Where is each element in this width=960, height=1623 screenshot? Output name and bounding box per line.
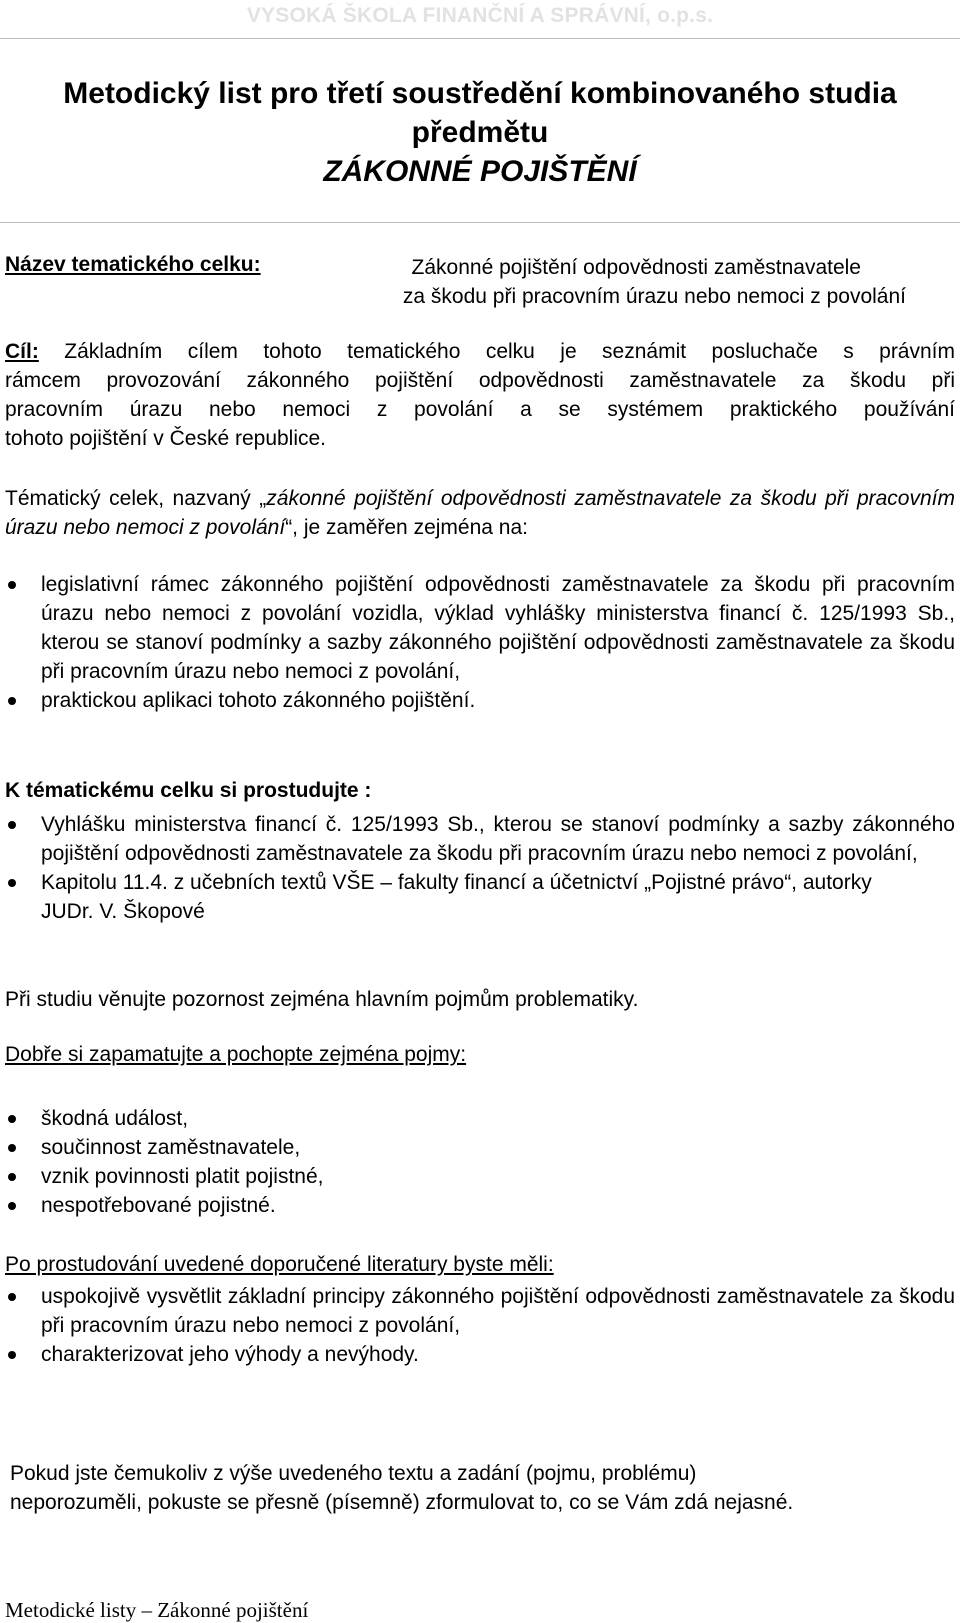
outcomes-list — [5, 1282, 955, 1369]
focus-item-2: praktickou aplikaci tohoto zákonného pojištění. — [5, 686, 955, 715]
intro-text-a: Tématický celek, nazvaný „ — [5, 487, 267, 510]
topic-line-1: Zákonné pojištění odpovědnosti zaměstnavatele — [411, 256, 861, 279]
topic-line-2: za škodu při pracovním úrazu nebo nemoci z povolání — [402, 285, 906, 308]
goal-line-4: tohoto pojištění v České republice. — [5, 427, 327, 450]
closing-line-2: neporozuměli, pokuste se přesně (písemně) zformulovat to, co se Vám zdá nejasné. — [10, 1491, 794, 1514]
attention-text: Při studiu věnujte pozornost zejména hlavním pojmům problematiky. — [5, 988, 639, 1011]
goal-paragraph — [5, 337, 955, 453]
study-item-2: Kapitolu 11.4. z učebních textů VŠE – fakulty financí a účetnictví „Pojistné právo“, autorky JUDr. V. Škopové — [5, 868, 955, 926]
terms-list — [5, 1104, 955, 1220]
title-line-1: Metodický list pro třetí soustředění kombinovaného studia — [63, 77, 897, 110]
closing-line-1: Pokud jste čemukoliv z výše uvedeného textu a zadání (pojmu, problému) — [10, 1462, 697, 1485]
school-header: VYSOKÁ ŠKOLA FINANČNÍ A SPRÁVNÍ, o.p.s. — [246, 4, 714, 27]
terms-item: škodná událost, — [5, 1104, 955, 1133]
intro-text-b: “, je zaměřen zejména na: — [285, 516, 528, 539]
study-list — [5, 810, 955, 926]
title-divider — [0, 222, 960, 223]
topic-title — [0, 253, 906, 311]
outcomes-heading: Po prostudování uvedené doporučené literatury byste měli: — [5, 1253, 554, 1276]
goal-label: Cíl: — [5, 340, 39, 363]
title-line-2: předmětu — [411, 116, 549, 149]
study-heading: K tématickému celku si prostudujte : — [5, 779, 372, 802]
terms-item: součinnost zaměstnavatele, — [5, 1133, 955, 1162]
document-title — [0, 74, 960, 191]
terms-item: nespotřebované pojistné. — [5, 1191, 955, 1220]
topic-label: Název tematického celku: — [5, 253, 261, 276]
terms-item: vznik povinnosti platit pojistné, — [5, 1162, 955, 1191]
goal-line-3: pracovním úrazu nebo nemoci z povolání a se systémem praktického používání — [5, 398, 955, 421]
goal-line-2: rámcem provozování zákonného pojištění odpovědnosti zaměstnavatele za škodu při — [5, 369, 955, 392]
page-footer: Metodické listy – Zákonné pojištění — [5, 1598, 309, 1622]
goal-line-1: Základním cílem tohoto tematického celku je seznámit posluchače s právním — [64, 340, 955, 363]
study-item-1: Vyhlášku ministerstva financí č. 125/1993 Sb., kterou se stanoví podmínky a sazby zákonného pojištění odpovědnosti zaměstnavatele za škodu při pracovním úrazu nebo nemoci z povolání, — [5, 810, 955, 868]
outcomes-item: charakterizovat jeho výhody a nevýhody. — [5, 1340, 955, 1369]
title-line-3: ZÁKONNÉ POJIŠTĚNÍ — [323, 155, 637, 188]
focus-list — [5, 570, 955, 715]
focus-item-1: legislativní rámec zákonného pojištění odpovědnosti zaměstnavatele za škodu při pracovním úrazu nebo nemoci z povolání vozidla, výklad vyhlášky ministerstva financí č. 125/1993 Sb., kterou se stanoví podmínky a sazby zákonného pojištění odpovědnosti zaměstnavatele za škodu při pracovním úrazu nebo nemoci z povolání, — [5, 570, 955, 686]
intro-paragraph — [5, 484, 955, 542]
header-divider — [0, 38, 960, 39]
closing-note — [10, 1459, 793, 1517]
intro-topic-italic: zákonné pojištění odpovědnosti zaměstnavatele za škodu při pracovním úrazu nebo nemoci z povolání — [5, 487, 955, 539]
outcomes-item: uspokojivě vysvětlit základní principy zákonného pojištění odpovědnosti zaměstnavatele za škodu při pracovním úrazu nebo nemoci z povolání, — [5, 1282, 955, 1340]
terms-heading: Dobře si zapamatujte a pochopte zejména pojmy: — [5, 1043, 467, 1066]
